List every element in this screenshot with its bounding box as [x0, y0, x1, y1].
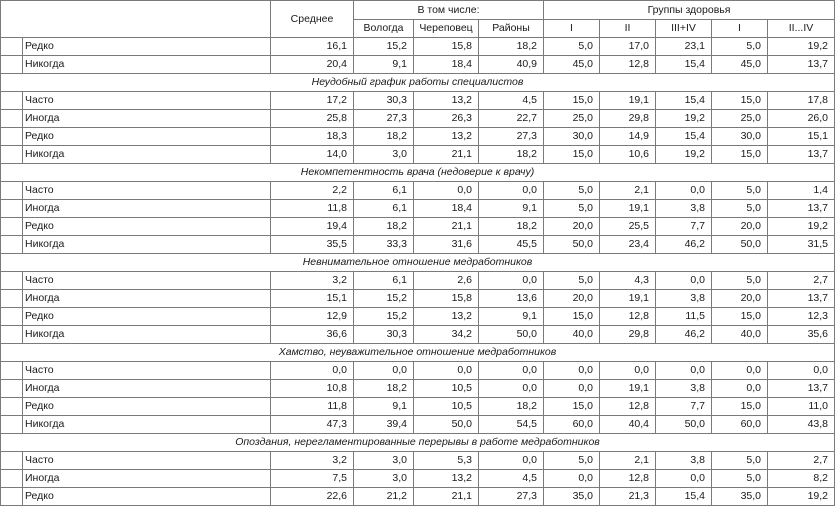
value-cell: 15,0	[712, 398, 768, 416]
value-cell: 15,4	[656, 488, 712, 506]
value-cell: 40,0	[712, 326, 768, 344]
value-cell: 12,3	[768, 308, 835, 326]
value-cell: 60,0	[712, 416, 768, 434]
section-title-row	[1, 164, 835, 182]
section-title-row	[1, 254, 835, 272]
value-cell: 12,8	[600, 398, 656, 416]
value-cell: 33,3	[354, 236, 414, 254]
value-cell: 2,1	[600, 452, 656, 470]
row-label: Иногда	[23, 110, 271, 128]
value-cell: 18,2	[479, 38, 544, 56]
row-label: Редко	[23, 398, 271, 416]
value-cell: 17,8	[768, 92, 835, 110]
value-cell: 27,3	[479, 128, 544, 146]
value-cell: 29,8	[600, 326, 656, 344]
header-including: В том числе:	[354, 1, 544, 20]
value-cell: 18,2	[354, 218, 414, 236]
section-title: Невнимательное отношение медработников	[1, 254, 835, 272]
value-cell: 3,2	[271, 272, 354, 290]
header-sub-vologda: Вологда	[354, 20, 414, 38]
value-cell: 36,6	[271, 326, 354, 344]
header-sub-rayony: Районы	[479, 20, 544, 38]
row-indent-cell	[1, 272, 23, 290]
table-row	[1, 218, 835, 236]
value-cell: 11,5	[656, 308, 712, 326]
section-title: Хамство, неуважительное отношение медработников	[1, 344, 835, 362]
header-sub-group-i: I	[544, 20, 600, 38]
value-cell: 7,5	[271, 470, 354, 488]
row-indent-cell	[1, 200, 23, 218]
value-cell: 7,7	[656, 218, 712, 236]
value-cell: 22,7	[479, 110, 544, 128]
value-cell: 15,4	[656, 56, 712, 74]
value-cell: 2,2	[271, 182, 354, 200]
row-indent-cell	[1, 290, 23, 308]
value-cell: 31,6	[414, 236, 479, 254]
value-cell: 13,2	[414, 308, 479, 326]
value-cell: 50,0	[544, 236, 600, 254]
value-cell: 8,2	[768, 470, 835, 488]
value-cell: 54,5	[479, 416, 544, 434]
value-cell: 3,8	[656, 380, 712, 398]
table-row	[1, 362, 835, 380]
section-title-row	[1, 344, 835, 362]
value-cell: 0,0	[712, 380, 768, 398]
value-cell: 13,6	[479, 290, 544, 308]
value-cell: 3,8	[656, 200, 712, 218]
value-cell: 7,7	[656, 398, 712, 416]
value-cell: 5,0	[544, 272, 600, 290]
row-indent-cell	[1, 380, 23, 398]
value-cell: 19,2	[768, 38, 835, 56]
value-cell: 21,3	[600, 488, 656, 506]
value-cell: 2,6	[414, 272, 479, 290]
table-row	[1, 470, 835, 488]
value-cell: 2,1	[600, 182, 656, 200]
table-row	[1, 272, 835, 290]
value-cell: 50,0	[414, 416, 479, 434]
value-cell: 12,8	[600, 470, 656, 488]
header-average: Среднее	[271, 1, 354, 38]
table-row	[1, 290, 835, 308]
value-cell: 25,8	[271, 110, 354, 128]
value-cell: 0,0	[544, 470, 600, 488]
table-row	[1, 128, 835, 146]
value-cell: 35,0	[544, 488, 600, 506]
value-cell: 20,4	[271, 56, 354, 74]
value-cell: 14,0	[271, 146, 354, 164]
value-cell: 0,0	[656, 362, 712, 380]
row-indent-cell	[1, 452, 23, 470]
value-cell: 9,1	[354, 56, 414, 74]
row-label: Часто	[23, 452, 271, 470]
value-cell: 0,0	[656, 182, 712, 200]
value-cell: 40,4	[600, 416, 656, 434]
value-cell: 21,1	[414, 218, 479, 236]
value-cell: 6,1	[354, 272, 414, 290]
value-cell: 0,0	[271, 362, 354, 380]
row-label: Иногда	[23, 470, 271, 488]
row-label: Редко	[23, 218, 271, 236]
row-indent-cell	[1, 182, 23, 200]
value-cell: 18,4	[414, 56, 479, 74]
value-cell: 13,7	[768, 200, 835, 218]
row-indent-cell	[1, 146, 23, 164]
value-cell: 15,1	[271, 290, 354, 308]
table-row	[1, 308, 835, 326]
value-cell: 12,8	[600, 308, 656, 326]
value-cell: 4,5	[479, 92, 544, 110]
value-cell: 46,2	[656, 326, 712, 344]
value-cell: 0,0	[479, 182, 544, 200]
value-cell: 5,3	[414, 452, 479, 470]
value-cell: 0,0	[479, 272, 544, 290]
row-label: Часто	[23, 182, 271, 200]
value-cell: 23,4	[600, 236, 656, 254]
table-row	[1, 236, 835, 254]
table-row	[1, 182, 835, 200]
value-cell: 19,1	[600, 200, 656, 218]
value-cell: 40,9	[479, 56, 544, 74]
row-label: Никогда	[23, 416, 271, 434]
value-cell: 19,2	[768, 218, 835, 236]
value-cell: 9,1	[479, 200, 544, 218]
value-cell: 5,0	[712, 38, 768, 56]
value-cell: 47,3	[271, 416, 354, 434]
value-cell: 46,2	[656, 236, 712, 254]
value-cell: 13,2	[414, 92, 479, 110]
value-cell: 3,8	[656, 452, 712, 470]
value-cell: 18,4	[414, 200, 479, 218]
value-cell: 13,7	[768, 380, 835, 398]
value-cell: 6,1	[354, 200, 414, 218]
value-cell: 19,1	[600, 92, 656, 110]
value-cell: 15,8	[414, 290, 479, 308]
header-health-groups: Группы здоровья	[544, 1, 835, 20]
value-cell: 20,0	[544, 218, 600, 236]
value-cell: 1,4	[768, 182, 835, 200]
value-cell: 26,0	[768, 110, 835, 128]
row-indent-cell	[1, 38, 23, 56]
value-cell: 30,3	[354, 92, 414, 110]
row-label: Часто	[23, 362, 271, 380]
row-label: Редко	[23, 128, 271, 146]
value-cell: 15,0	[544, 146, 600, 164]
value-cell: 15,4	[656, 92, 712, 110]
value-cell: 19,2	[768, 488, 835, 506]
value-cell: 15,0	[712, 92, 768, 110]
value-cell: 5,0	[712, 200, 768, 218]
value-cell: 20,0	[712, 218, 768, 236]
value-cell: 9,1	[354, 398, 414, 416]
value-cell: 0,0	[479, 380, 544, 398]
row-indent-cell	[1, 488, 23, 506]
value-cell: 4,5	[479, 470, 544, 488]
value-cell: 27,3	[354, 110, 414, 128]
section-title-row	[1, 74, 835, 92]
row-indent-cell	[1, 362, 23, 380]
value-cell: 26,3	[414, 110, 479, 128]
value-cell: 21,1	[414, 146, 479, 164]
value-cell: 25,0	[712, 110, 768, 128]
row-label: Редко	[23, 38, 271, 56]
value-cell: 30,0	[712, 128, 768, 146]
header-sub-group-i-2: I	[712, 20, 768, 38]
value-cell: 35,0	[712, 488, 768, 506]
value-cell: 18,2	[354, 128, 414, 146]
value-cell: 15,2	[354, 308, 414, 326]
table-row	[1, 146, 835, 164]
value-cell: 18,2	[479, 398, 544, 416]
value-cell: 15,2	[354, 38, 414, 56]
row-label: Редко	[23, 488, 271, 506]
table-row	[1, 38, 835, 56]
row-indent-cell	[1, 218, 23, 236]
value-cell: 20,0	[712, 290, 768, 308]
value-cell: 23,1	[656, 38, 712, 56]
value-cell: 0,0	[414, 362, 479, 380]
row-indent-cell	[1, 110, 23, 128]
table-row	[1, 488, 835, 506]
header-sub-group-ii: II	[600, 20, 656, 38]
value-cell: 15,8	[414, 38, 479, 56]
value-cell: 29,8	[600, 110, 656, 128]
value-cell: 45,0	[712, 56, 768, 74]
value-cell: 12,8	[600, 56, 656, 74]
value-cell: 0,0	[354, 362, 414, 380]
value-cell: 50,0	[712, 236, 768, 254]
value-cell: 19,1	[600, 380, 656, 398]
value-cell: 0,0	[544, 362, 600, 380]
value-cell: 5,0	[544, 452, 600, 470]
row-label: Никогда	[23, 326, 271, 344]
value-cell: 43,8	[768, 416, 835, 434]
value-cell: 5,0	[712, 470, 768, 488]
value-cell: 20,0	[544, 290, 600, 308]
value-cell: 60,0	[544, 416, 600, 434]
section-title: Некомпетентность врача (недоверие к врачу)	[1, 164, 835, 182]
row-indent-cell	[1, 416, 23, 434]
header-blank-cell	[1, 1, 271, 38]
row-label: Никогда	[23, 146, 271, 164]
value-cell: 10,8	[271, 380, 354, 398]
row-label: Редко	[23, 308, 271, 326]
value-cell: 13,2	[414, 128, 479, 146]
value-cell: 9,1	[479, 308, 544, 326]
value-cell: 15,0	[544, 398, 600, 416]
value-cell: 0,0	[656, 272, 712, 290]
value-cell: 25,0	[544, 110, 600, 128]
table-row	[1, 200, 835, 218]
value-cell: 45,0	[544, 56, 600, 74]
value-cell: 13,7	[768, 56, 835, 74]
value-cell: 3,8	[656, 290, 712, 308]
value-cell: 2,7	[768, 452, 835, 470]
value-cell: 19,2	[656, 146, 712, 164]
section-title: Опоздания, нерегламентированные перерывы в работе медработников	[1, 434, 835, 452]
value-cell: 10,6	[600, 146, 656, 164]
value-cell: 19,1	[600, 290, 656, 308]
value-cell: 17,0	[600, 38, 656, 56]
value-cell: 35,5	[271, 236, 354, 254]
value-cell: 4,3	[600, 272, 656, 290]
value-cell: 18,2	[479, 146, 544, 164]
value-cell: 10,5	[414, 380, 479, 398]
row-indent-cell	[1, 308, 23, 326]
value-cell: 15,0	[544, 92, 600, 110]
value-cell: 3,2	[271, 452, 354, 470]
row-label: Иногда	[23, 200, 271, 218]
value-cell: 34,2	[414, 326, 479, 344]
table-row	[1, 416, 835, 434]
table-row	[1, 56, 835, 74]
value-cell: 21,1	[414, 488, 479, 506]
row-label: Иногда	[23, 380, 271, 398]
value-cell: 15,0	[544, 308, 600, 326]
value-cell: 5,0	[544, 182, 600, 200]
value-cell: 50,0	[479, 326, 544, 344]
value-cell: 30,0	[544, 128, 600, 146]
value-cell: 0,0	[479, 362, 544, 380]
value-cell: 22,6	[271, 488, 354, 506]
value-cell: 45,5	[479, 236, 544, 254]
row-label: Часто	[23, 272, 271, 290]
table-body	[1, 38, 835, 506]
value-cell: 5,0	[712, 182, 768, 200]
value-cell: 13,7	[768, 290, 835, 308]
value-cell: 0,0	[656, 470, 712, 488]
value-cell: 5,0	[544, 38, 600, 56]
value-cell: 18,3	[271, 128, 354, 146]
value-cell: 13,7	[768, 146, 835, 164]
value-cell: 19,2	[656, 110, 712, 128]
table-row	[1, 452, 835, 470]
row-indent-cell	[1, 56, 23, 74]
value-cell: 11,0	[768, 398, 835, 416]
value-cell: 3,0	[354, 452, 414, 470]
header-sub-group-ii-iv: II...IV	[768, 20, 835, 38]
value-cell: 15,4	[656, 128, 712, 146]
row-indent-cell	[1, 128, 23, 146]
value-cell: 35,6	[768, 326, 835, 344]
table-row	[1, 380, 835, 398]
value-cell: 18,2	[479, 218, 544, 236]
value-cell: 5,0	[712, 272, 768, 290]
value-cell: 16,1	[271, 38, 354, 56]
table-row	[1, 110, 835, 128]
value-cell: 0,0	[768, 362, 835, 380]
value-cell: 15,1	[768, 128, 835, 146]
value-cell: 3,0	[354, 470, 414, 488]
value-cell: 15,0	[712, 308, 768, 326]
value-cell: 12,9	[271, 308, 354, 326]
row-indent-cell	[1, 236, 23, 254]
value-cell: 31,5	[768, 236, 835, 254]
row-indent-cell	[1, 326, 23, 344]
value-cell: 27,3	[479, 488, 544, 506]
value-cell: 19,4	[271, 218, 354, 236]
value-cell: 3,0	[354, 146, 414, 164]
value-cell: 0,0	[712, 362, 768, 380]
value-cell: 15,0	[712, 146, 768, 164]
value-cell: 5,0	[544, 200, 600, 218]
value-cell: 2,7	[768, 272, 835, 290]
section-title: Неудобный график работы специалистов	[1, 74, 835, 92]
value-cell: 18,2	[354, 380, 414, 398]
row-label: Никогда	[23, 56, 271, 74]
table-header	[1, 1, 835, 38]
value-cell: 13,2	[414, 470, 479, 488]
value-cell: 0,0	[544, 380, 600, 398]
value-cell: 40,0	[544, 326, 600, 344]
value-cell: 50,0	[656, 416, 712, 434]
value-cell: 21,2	[354, 488, 414, 506]
row-indent-cell	[1, 398, 23, 416]
row-indent-cell	[1, 92, 23, 110]
value-cell: 0,0	[479, 452, 544, 470]
header-sub-cherepovets: Череповец	[414, 20, 479, 38]
value-cell: 17,2	[271, 92, 354, 110]
value-cell: 14,9	[600, 128, 656, 146]
value-cell: 5,0	[712, 452, 768, 470]
row-label: Никогда	[23, 236, 271, 254]
value-cell: 15,2	[354, 290, 414, 308]
value-cell: 0,0	[600, 362, 656, 380]
value-cell: 25,5	[600, 218, 656, 236]
value-cell: 6,1	[354, 182, 414, 200]
table-row	[1, 398, 835, 416]
value-cell: 0,0	[414, 182, 479, 200]
value-cell: 11,8	[271, 398, 354, 416]
value-cell: 39,4	[354, 416, 414, 434]
value-cell: 30,3	[354, 326, 414, 344]
header-sub-group-iii-iv: III+IV	[656, 20, 712, 38]
value-cell: 10,5	[414, 398, 479, 416]
row-indent-cell	[1, 470, 23, 488]
table-row	[1, 92, 835, 110]
value-cell: 11,8	[271, 200, 354, 218]
row-label: Часто	[23, 92, 271, 110]
row-label: Иногда	[23, 290, 271, 308]
section-title-row	[1, 434, 835, 452]
table-row	[1, 326, 835, 344]
